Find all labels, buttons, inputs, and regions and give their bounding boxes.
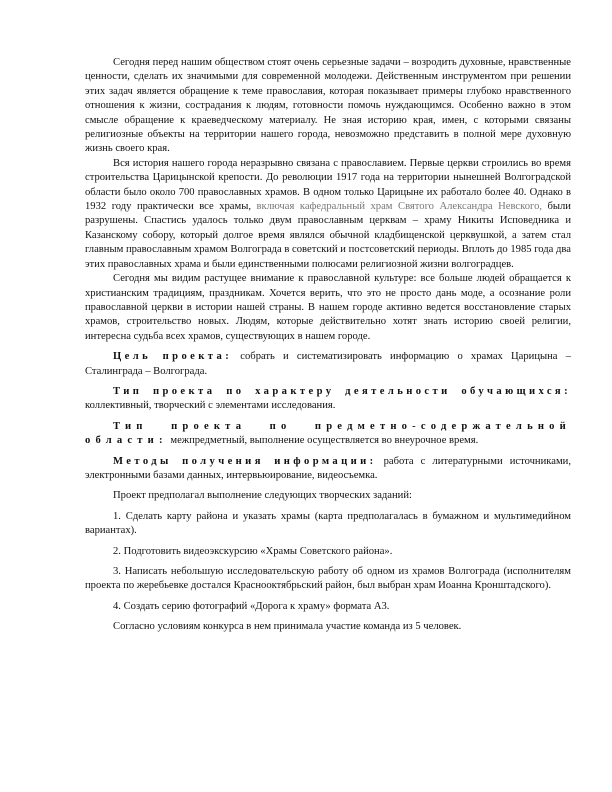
- goal-label: Цель проекта:: [113, 351, 233, 363]
- project-type-subject: [85, 420, 571, 449]
- project-type-activity: [85, 385, 571, 414]
- project-goal: [85, 350, 571, 379]
- type-subject-text: межпредметный, выполнение осуществляется во внеурочное время.: [167, 435, 479, 447]
- task-3: 3. Написать небольшую исследовательскую работу об одном из храмов Волгограда (исполнителям проекта по жеребьевке достался Краснооктябрьский район, был выбран храм Иоанна Кронштадского).: [85, 566, 571, 592]
- type-activity-label: Тип проекта по характеру деятельности обучающихся:: [113, 385, 571, 397]
- task-1: 1. Сделать карту района и указать храмы (карта предполагалась в бумажном и мультимедийном вариантах).: [85, 510, 571, 537]
- type-activity-text: коллективный, творческий с элементами исследования.: [85, 400, 336, 412]
- paragraph-intro: Сегодня перед нашим обществом стоят очень серьезные задачи – возродить духовные, нравственные ценности, сделать их значимыми для современной молодежи. Действенным инструментом при решении этих задач является обращение к теме православия, которая показывает примеры глубоко нравственного отношения к жизни, сострадания к людям, готовности помочь нуждающимся. Особенно важно в этом смысле обращение к краеведческому материалу. Не зная историю края, имен, с которыми связаны религиозные объекты на территории нашего города, невозможно представить в полной мере духовную жизнь своего края.: [85, 57, 571, 155]
- tasks-intro: Проект предполагал выполнение следующих творческих заданий:: [113, 490, 412, 502]
- document-page: [85, 56, 571, 635]
- goal-text: собрать и систематизировать информацию о храмах Царицына – Сталинграда – Волгограда.: [85, 351, 571, 377]
- paragraph-history: [85, 157, 571, 272]
- type-subject-label: Тип проекта по предметно-содержательной области:: [85, 420, 571, 447]
- history-gray-text: включая кафедральный храм Святого Александра Невского,: [250, 201, 543, 213]
- paragraph-today: Сегодня мы видим растущее внимание к православной культуре: все больше людей обращается к христианским традициям, праздникам. Хочется верить, что это не просто дань моде, а осознание роли православной церкви в истории нашей страны. В нашем городе активно ведется восстановление старых храмов, строительство новых. Людям, которые действительно хотят знать историю своей религии, интересна судьба всех храмов, существующих в нашем городе.: [85, 273, 571, 342]
- history-text-b: были разрушены. Спастись удалось только двум православным церквам – храму Никиты Исповедника и Казанскому собору, который долгое время являлся обычной кладбищенской церквушкой, а затем стал главным православным храмом Волгограда в советский и постсоветский периоды. Вплоть до 1985 года два этих православных храма и были единственными полюсами религиозной жизни волгоградцев.: [85, 201, 571, 270]
- final-note: Согласно условиям конкурса в нем принимала участие команда из 5 человек.: [113, 621, 462, 633]
- task-4: 4. Создать серию фотографий «Дорога к храму» формата А3.: [113, 600, 390, 612]
- task-list: [85, 489, 571, 634]
- methods-text: работа с литературными источниками, электронными базами данных, интервьюирование, видеосъемка.: [85, 455, 571, 481]
- methods-label: Методы получения информации:: [113, 455, 377, 467]
- methods: [85, 455, 571, 484]
- task-2: 2. Подготовить видеоэкскурсию «Храмы Советского района».: [113, 545, 393, 557]
- history-text-a: Вся история нашего города неразрывно связана с православием. Первые церкви строились во время строительства Царицынской крепости. До революции 1917 года на территории нынешней Волгоградской области было около 700 православных храмов. В одном только Царицыне их работало более 40. Однако в 1932 году практически все храмы,: [85, 157, 571, 213]
